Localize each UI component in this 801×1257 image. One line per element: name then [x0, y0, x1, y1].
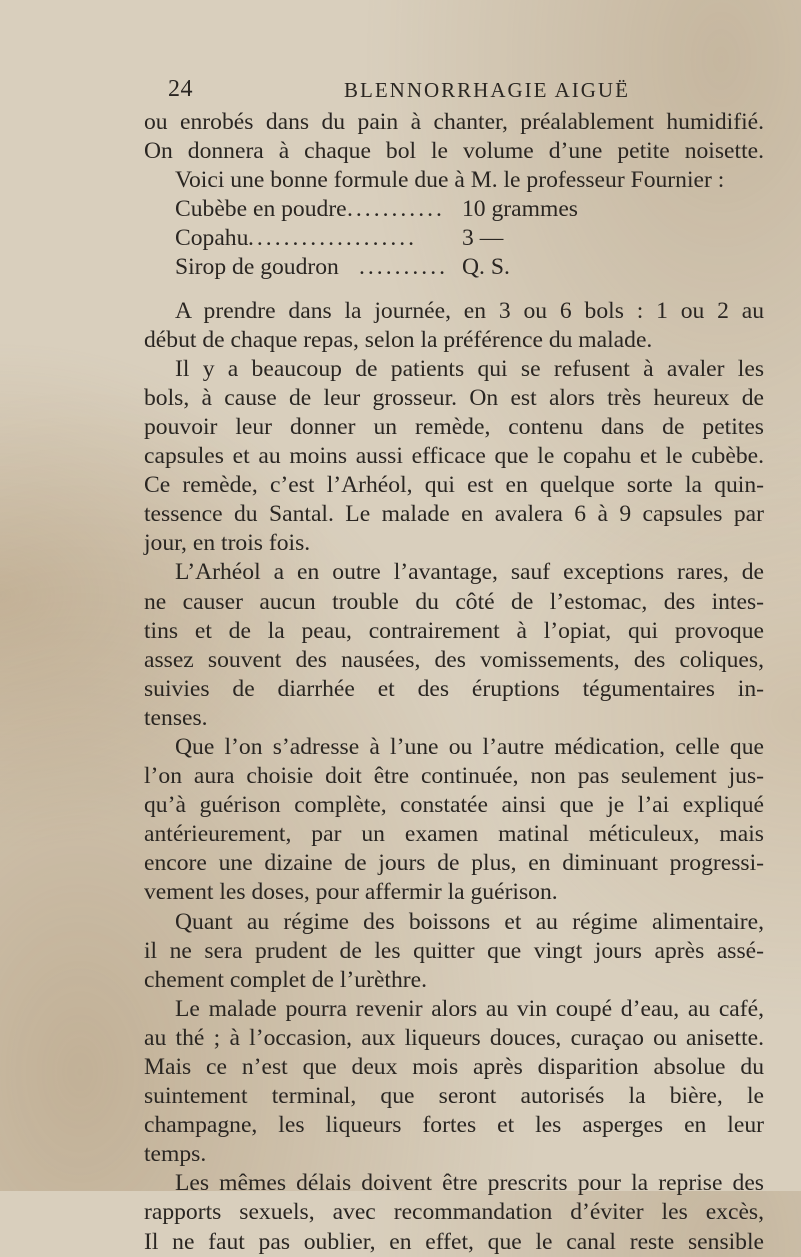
- formula-ingredient: Copahu: [175, 225, 249, 252]
- text-line: capsules et au moins aussi efficace que le copahu et le cubèbe.: [144, 443, 764, 470]
- text-line: vement les doses, pour affermir la guérison.: [144, 879, 558, 906]
- text-line: il ne sera prudent de les quitter que vingt jours après assé-: [144, 937, 764, 964]
- formula-row: [175, 195, 731, 224]
- text-line: Que l’on s’adresse à l’une ou l’autre médication, celle que: [175, 733, 764, 760]
- text-line: Il ne faut pas oublier, en effet, que le canal reste sensible: [144, 1228, 764, 1255]
- text-line: ou enrobés dans du pain à chanter, préalablement humidifié.: [144, 109, 764, 135]
- text-line: A prendre dans la journée, en 3 ou 6 bols : 1 ou 2 au: [175, 297, 764, 324]
- text-line: au thé ; à l’occasion, aux liqueurs douces, curaçao ou anisette.: [144, 1024, 764, 1051]
- text-line: Ce remède, c’est l’Arhéol, qui est en quelque sorte la quin-: [144, 472, 764, 499]
- text-line: assez souvent des nausées, des vomissements, des coliques,: [144, 646, 764, 673]
- formula-row: [175, 253, 731, 282]
- formula-quantity: 3 —: [462, 225, 504, 252]
- text-line: antérieurement, par un examen matinal méticuleux, mais: [144, 821, 764, 848]
- text-line: Le malade pourra revenir alors au vin coupé d’eau, au café,: [175, 995, 764, 1022]
- text-line: On donnera à chaque bol le volume d’une petite noisette.: [144, 138, 764, 165]
- page-header: [168, 76, 768, 106]
- text-line: Quant au régime des boissons et au régime alimentaire,: [175, 908, 764, 935]
- text-line: champagne, les liqueurs fortes et les asperges en leur: [144, 1112, 764, 1139]
- text-line: l’on aura choisie doit être continuée, non pas seulement jus-: [144, 763, 764, 790]
- formula-spacer: [144, 283, 764, 297]
- text-line: Les mêmes délais doivent être prescrits pour la reprise des: [175, 1170, 764, 1197]
- text-line: L’Arhéol a en outre l’avantage, sauf exceptions rares, de: [175, 559, 764, 586]
- text-line: ne causer aucun trouble du côté de l’estomac, des intes-: [144, 588, 764, 615]
- text-line: Voici une bonne formule due à M. le professeur Fournier :: [175, 167, 725, 194]
- formula-leader-dots: ...................: [248, 225, 418, 252]
- text-line: début de chaque repas, selon la préférence du malade.: [144, 326, 653, 353]
- page-body: [144, 108, 764, 1257]
- formula-ingredient: Sirop de goudron: [175, 254, 339, 281]
- text-line: tessence du Santal. Le malade en avalera 6 à 9 capsules par: [144, 501, 764, 528]
- text-line: temps.: [144, 1141, 207, 1168]
- text-line: pouvoir leur donner un remède, contenu dans de petites: [144, 413, 764, 440]
- text-line: suivies de diarrhée et des éruptions tégumentaires in-: [144, 675, 764, 702]
- formula-row: [175, 224, 731, 253]
- formula-leader-dots: ..........: [359, 254, 448, 281]
- text-line: tenses.: [144, 704, 208, 731]
- text-line: suintement terminal, que seront autorisés la bière, le: [144, 1083, 764, 1110]
- text-line: qu’à guérison complète, constatée ainsi que je l’ai expliqué: [144, 792, 764, 819]
- formula-ingredient: Cubèbe en poudre: [175, 196, 347, 223]
- text-line: jour, en trois fois.: [144, 530, 311, 557]
- formula-leader-dots: ...........: [347, 196, 445, 223]
- text-line: rapports sexuels, avec recommandation d’éviter les excès,: [144, 1199, 764, 1226]
- formula-quantity: 10 grammes: [462, 196, 578, 223]
- page-number: 24: [168, 76, 193, 102]
- text-line: tins et de la peau, contrairement à l’opiat, qui provoque: [144, 617, 764, 644]
- formula-quantity: Q. S.: [462, 254, 510, 281]
- text-line: Mais ce n’est que deux mois après disparition absolue du: [144, 1054, 764, 1080]
- running-title: BLENNORRHAGIE AIGUË: [344, 78, 630, 102]
- text-line: bols, à cause de leur grosseur. On est alors très heureux de: [144, 384, 764, 411]
- text-line: encore une dizaine de jours de plus, en diminuant progressi-: [144, 850, 764, 877]
- text-line: Il y a beaucoup de patients qui se refusent à avaler les: [175, 355, 764, 382]
- text-line: chement complet de l’urèthre.: [144, 966, 427, 993]
